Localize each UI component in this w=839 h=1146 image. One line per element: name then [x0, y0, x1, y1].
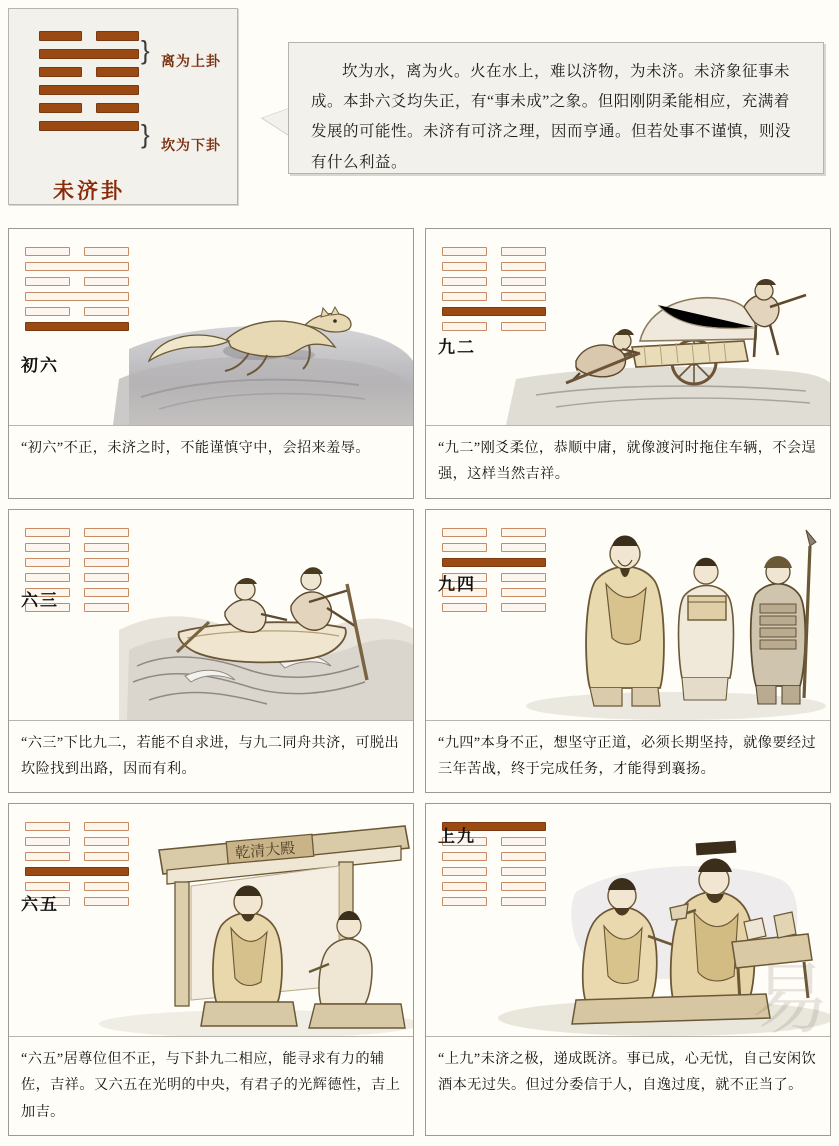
- hex-line-4: [442, 852, 546, 861]
- hex-line-6: [25, 528, 129, 537]
- panel-shangjiu[interactable]: [425, 803, 831, 1136]
- panel-row-2: [8, 509, 831, 794]
- hex-line-5: [25, 543, 129, 552]
- caption-text: “初六”不正，未济之时，不能谨慎守中，会招来羞辱。: [21, 440, 370, 456]
- hex-line-5: [25, 262, 129, 271]
- hex-line-2: [25, 307, 129, 316]
- hex-line-3: [25, 867, 129, 876]
- hex-line-1: [442, 322, 546, 331]
- callout-tail: [262, 108, 290, 136]
- hex-line-5: [442, 262, 546, 271]
- hex-line-4: [25, 852, 129, 861]
- panel-caption-jiuer: [426, 426, 830, 498]
- hex-line-6: [442, 528, 546, 537]
- lower-trigram-label: 坎为下卦: [161, 139, 221, 154]
- panel-jiuer[interactable]: [425, 228, 831, 499]
- caption-text: “九四”本身不正，想坚守正道，必须长期坚持，就像要经过三年苦战，终于完成任务，才能得到襄扬。: [438, 734, 817, 777]
- caption-text: “上九”未济之极，递成既济。事已成，心无忧，自己安闲饮酒本无过失。但过分委信于人，自逸过度，就不正当了。: [438, 1051, 817, 1094]
- panel-row-3: [8, 803, 831, 1136]
- hex-line-4: [25, 558, 129, 567]
- legend-hexagram: [39, 31, 139, 131]
- hex-line-3: [25, 573, 129, 582]
- svg-text:乾清大殿: 乾清大殿: [234, 840, 296, 863]
- hexagram-legend-card: [8, 8, 238, 205]
- panel-label-liuwu: 六五: [21, 895, 59, 915]
- panel-hexagram-jiuer: [442, 247, 546, 331]
- hex-line-1: [442, 897, 546, 906]
- legend-line-5: [39, 49, 139, 59]
- hex-line-2: [442, 307, 546, 316]
- legend-line-1: [39, 121, 139, 131]
- legend-line-6: [39, 31, 139, 41]
- panel-chuliu[interactable]: [8, 228, 414, 499]
- hex-line-2: [442, 882, 546, 891]
- hex-line-1: [25, 322, 129, 331]
- upper-trigram-brace: }: [141, 35, 150, 65]
- panel-label-liusan: 六三: [21, 590, 59, 610]
- upper-trigram-label: 离为上卦: [161, 55, 221, 70]
- lower-trigram-brace: }: [141, 119, 150, 149]
- legend-line-3: [39, 85, 139, 95]
- panel-jiusi[interactable]: [425, 509, 831, 794]
- hex-line-3: [25, 292, 129, 301]
- panel-label-shangjiu: 上九: [438, 827, 476, 847]
- hex-line-3: [442, 292, 546, 301]
- hex-line-6: [25, 822, 129, 831]
- hex-line-5: [25, 837, 129, 846]
- line-panels-grid: [8, 228, 831, 1146]
- panel-liuwu[interactable]: [8, 803, 414, 1136]
- hexagram-title: 未济卦: [53, 179, 125, 203]
- hexagram-description-text: 坎为水，离为火。火在水上，难以济物，为未济。未济象征事未成。本卦六爻均失正，有“事未成”之象。但阳刚阴柔能相应，充满着发展的可能性。未济有可济之理，因而亨通。但若处事不谨慎，则没有什么利益。: [311, 63, 792, 171]
- caption-text: “六三”下比九二，若能不自求进，与九二同舟共济，可脱出坎险找到出路，因而有利。: [21, 734, 400, 777]
- legend-line-4: [39, 67, 139, 77]
- caption-text: “六五”居尊位但不正，与下卦九二相应，能寻求有力的辅佐，吉祥。又六五在光明的中央，有君子的光辉德性，吉上加吉。: [21, 1051, 401, 1120]
- legend-line-2: [39, 103, 139, 113]
- panel-caption-shangjiu: [426, 1037, 830, 1109]
- hex-line-6: [25, 247, 129, 256]
- hex-line-4: [442, 558, 546, 567]
- panel-row-1: [8, 228, 831, 499]
- hexagram-description-callout: [288, 42, 824, 174]
- panel-caption-chuliu: [9, 426, 413, 471]
- caption-text: “九二”刚爻柔位，恭顺中庸，就像渡河时拖住车辆，不会逞强，这样当然吉祥。: [438, 440, 817, 483]
- hex-line-4: [442, 277, 546, 286]
- panel-label-chuliu: 初六: [21, 356, 59, 375]
- hex-line-1: [442, 603, 546, 612]
- panel-liusan[interactable]: [8, 509, 414, 794]
- panel-caption-liusan: [9, 721, 413, 793]
- panel-label-jiuer: 九二: [438, 338, 476, 357]
- panel-caption-jiusi: [426, 721, 830, 793]
- hex-line-3: [442, 867, 546, 876]
- panel-caption-liuwu: [9, 1037, 413, 1135]
- panel-label-jiusi: 九四: [438, 574, 476, 594]
- hex-line-5: [442, 543, 546, 552]
- panel-hexagram-chuliu: [25, 247, 129, 331]
- hex-line-6: [442, 247, 546, 256]
- hex-line-4: [25, 277, 129, 286]
